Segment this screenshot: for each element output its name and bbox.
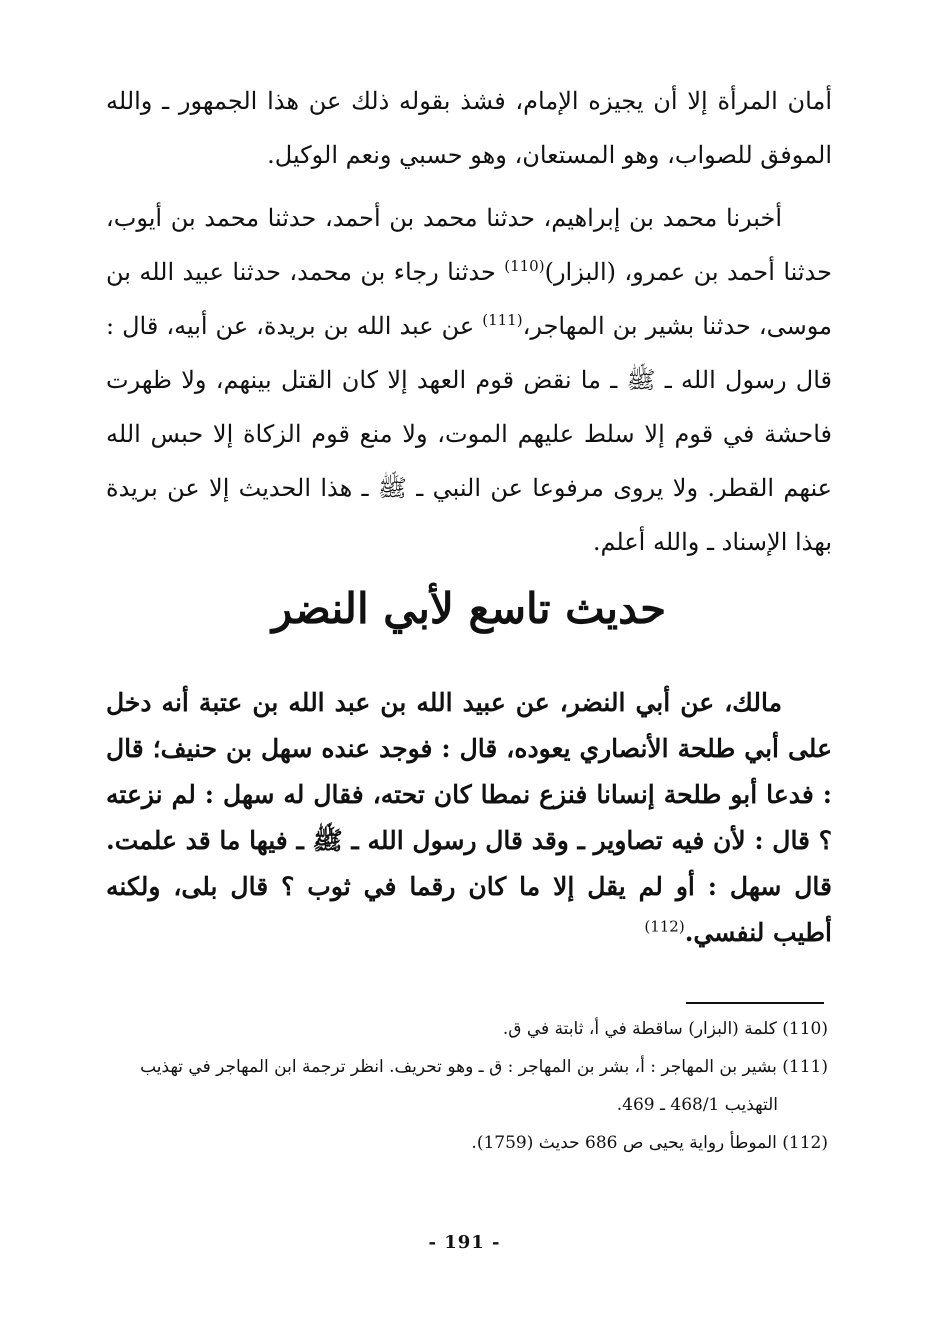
footnote-111-line-2: التهذيب 468/1 ـ 469. — [616, 1095, 778, 1115]
paragraph-2 — [106, 191, 832, 569]
paragraph-3 — [106, 680, 832, 956]
paragraph-2-text-b: حدثنا رجاء بن محمد، حدثنا عبيد الله بن موسى، حدثنا بشير بن المهاجر، — [106, 258, 833, 340]
footnote-ref-111: (111) — [482, 311, 523, 329]
footnote-ref-112: (112) — [644, 917, 685, 936]
section-heading: حديث تاسع لأبي النضر — [271, 584, 667, 633]
paragraph-3-text: مالك، عن أبي النضر، عن عبيد الله بن عبد الله بن عتبة أنه دخل على أبي طلحة الأنصاري يعوده، قال : فوجد عنده سهل بن حنيف؛ قال : فدعا أبو طلحة إنسانا فنزع نمطا كان تحته، فقال له سهل : لم نزعته ؟ قال : لأن فيه تصاوير ـ وقد قال رسول الله ـ ﷺ ـ فيها ما قد علمت. قال سهل : أو لم يقل إلا ما كان رقما في ثوب ؟ قال بلى، ولكنه أطيب لنفسي. — [106, 688, 832, 947]
footnote-112: (112) الموطأ رواية يحيى ص 686 حديث (1759). — [471, 1133, 828, 1153]
paragraph-2-text-c: عن عبد الله بن بريدة، عن أبيه، قال : قال رسول الله ـ ﷺ ـ ما نقض قوم العهد إلا كان القتل بينهم، ولا ظهرت فاحشة في قوم إلا سلط عليهم الموت، ولا منع قوم الزكاة إلا حبس الله عنهم القطر. ولا يروى مرفوعا عن النبي ـ ﷺ ـ هذا الحديث إلا عن بريدة بهذا الإسناد ـ والله أعلم. — [106, 312, 833, 556]
paragraph-2-text-a: أخبرنا محمد بن إبراهيم، حدثنا محمد بن أحمد، حدثنا محمد بن أيوب، حدثنا أحمد بن عمرو، (البزار) — [106, 204, 832, 286]
paragraph-1-text: أمان المرأة إلا أن يجيزه الإمام، فشذ بقوله ذلك عن هذا الجمهور ـ والله الموفق للصواب، وهو المستعان، وهو حسبي ونعم الوكيل. — [106, 87, 832, 169]
footnotes — [106, 1010, 828, 1162]
footnote-110: (110) كلمة (البزار) ساقطة في أ، ثابتة في ق. — [502, 1019, 828, 1039]
footnote-ref-110: (110) — [504, 257, 545, 275]
footnote-separator — [686, 1002, 824, 1004]
paragraph-1 — [106, 74, 832, 182]
page-number: - 191 - — [428, 1232, 501, 1253]
footnote-111-line-1: (111) بشير بن المهاجر : أ، بشر بن المهاجر : ق ـ وهو تحريف. انظر ترجمة ابن المهاجر في تهذيب — [140, 1057, 828, 1077]
